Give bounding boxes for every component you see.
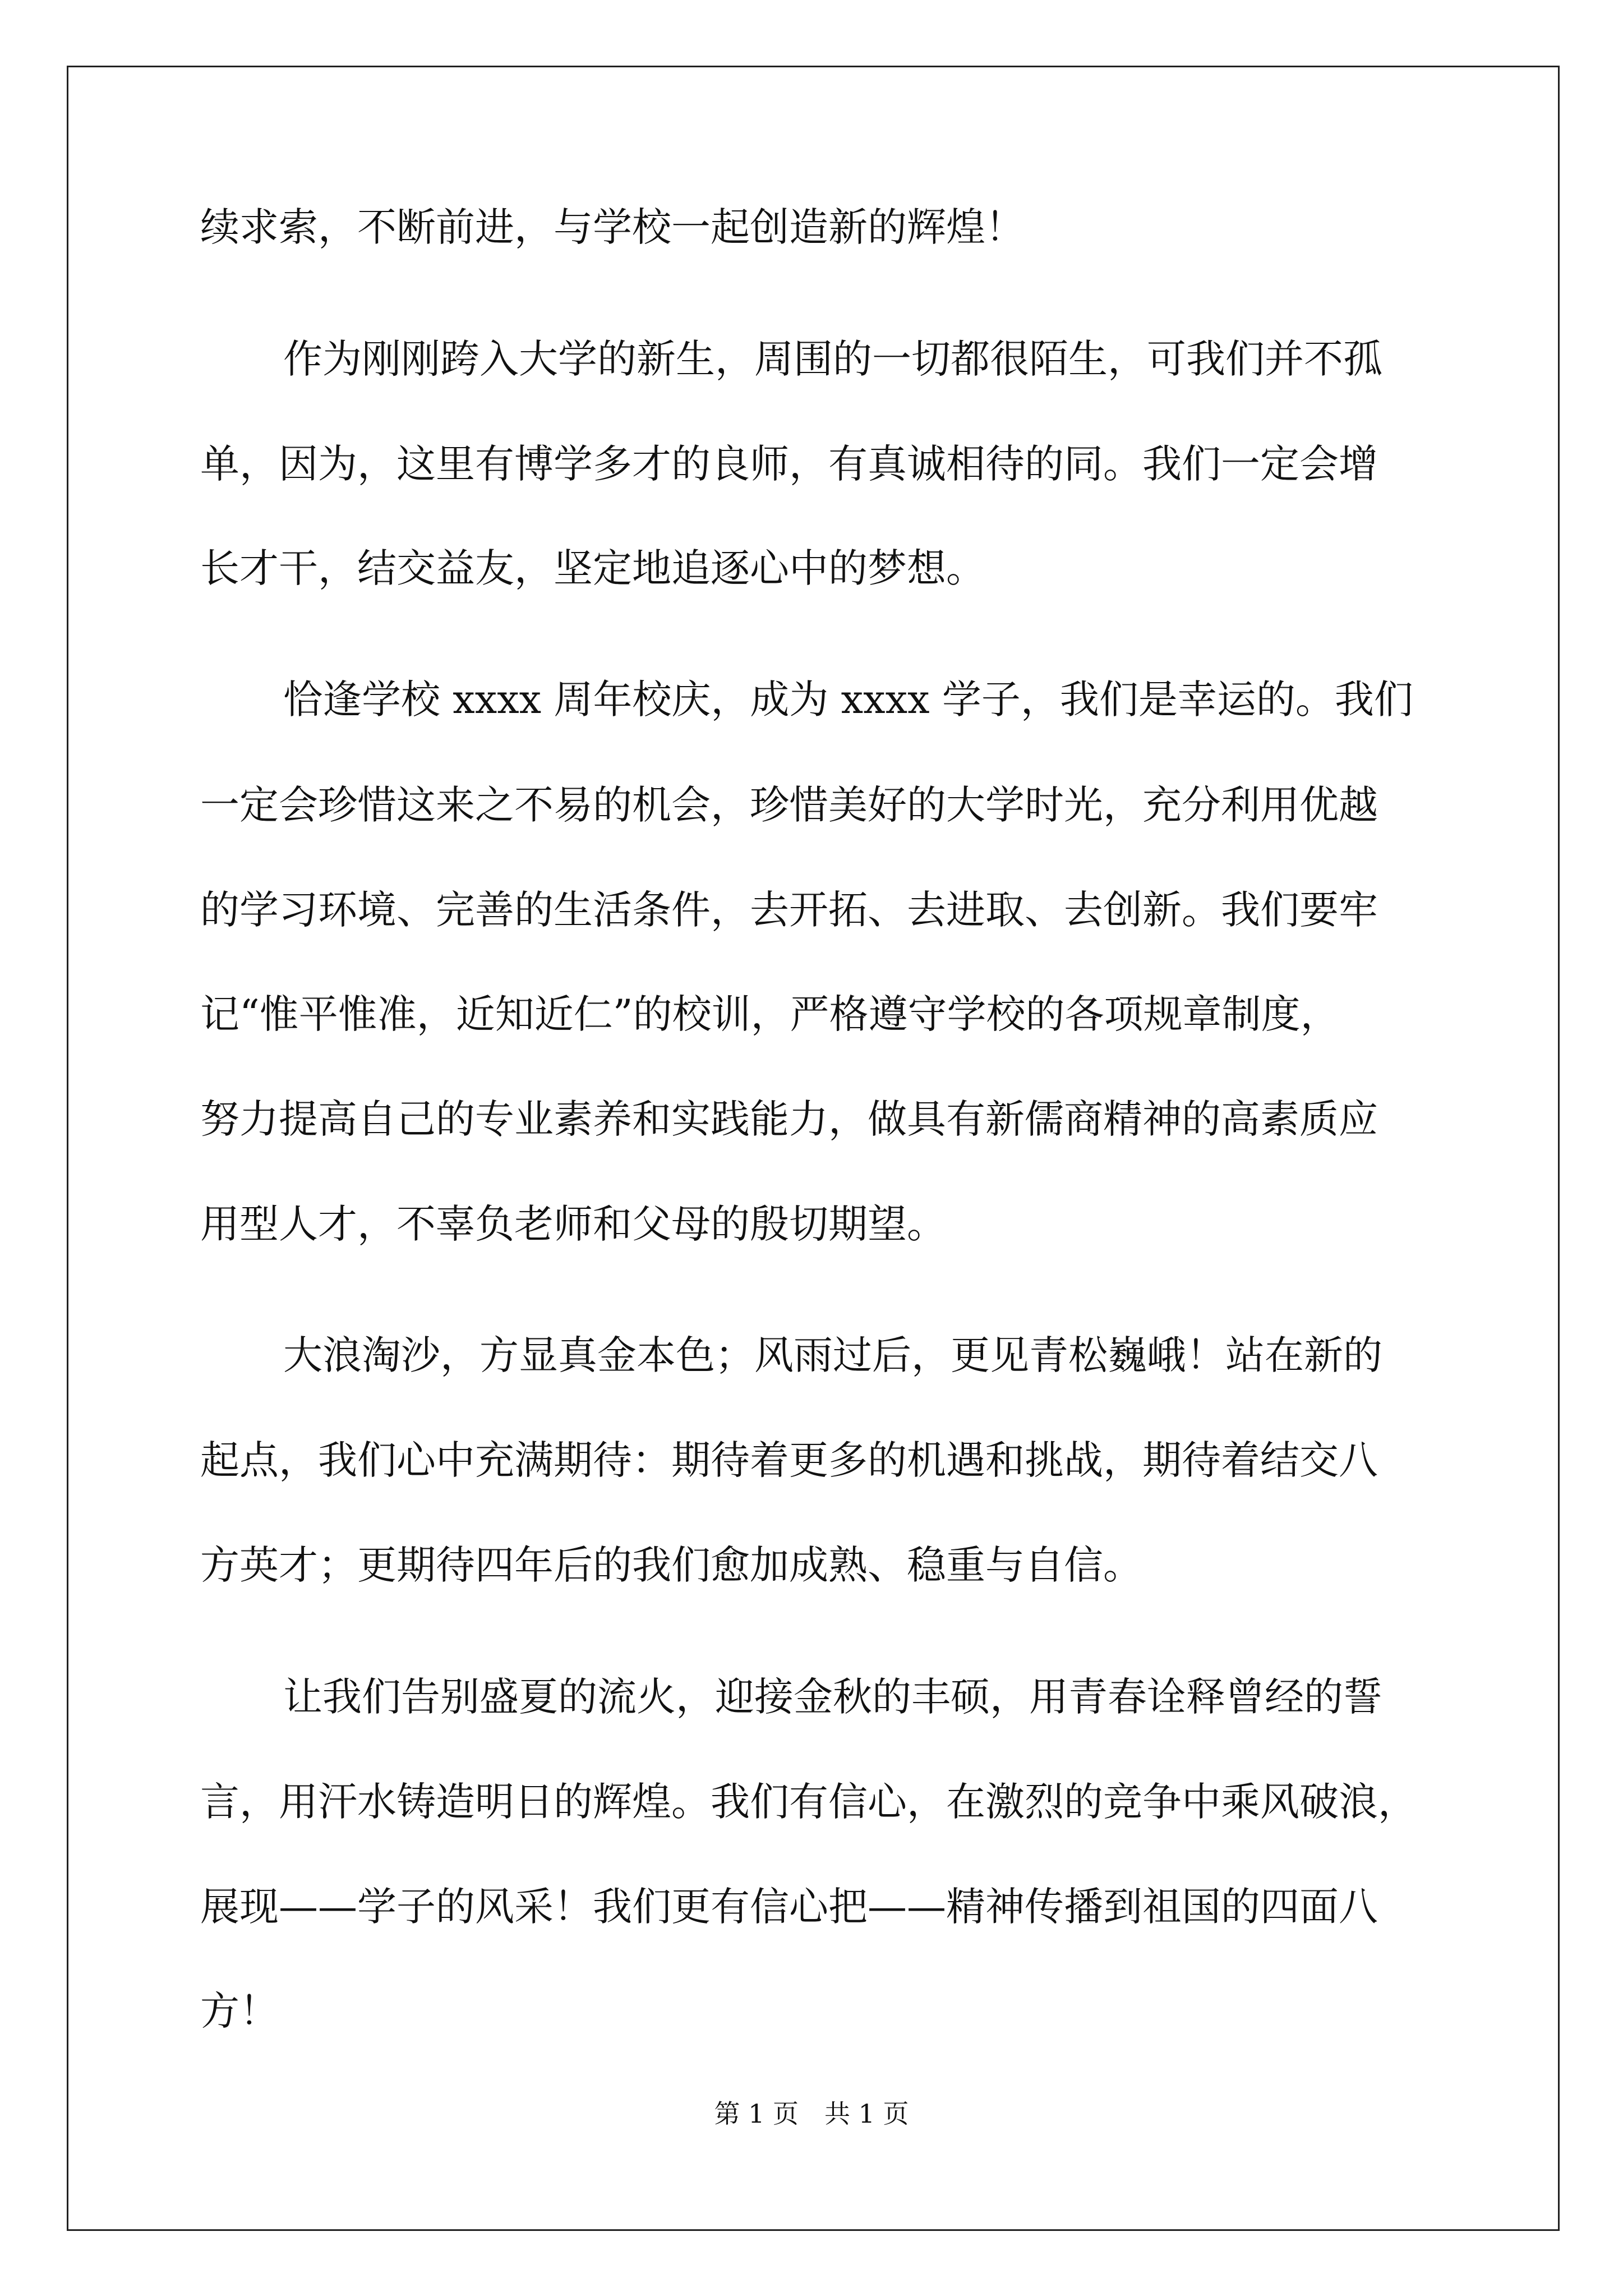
text-line: 言，用汗水铸造明日的辉煌。我们有信心，在激烈的竞争中乘风破浪， xyxy=(200,1779,1417,1825)
text-line: 大浪淘沙，方显真金本色；风雨过后，更见青松巍峨！站在新的 xyxy=(283,1332,1382,1378)
text-line: 起点，我们心中充满期待：期待着更多的机遇和挑战，期待着结交八 xyxy=(200,1437,1378,1483)
text-line: 的学习环境、完善的生活条件，去开拓、去进取、去创新。我们要牢 xyxy=(200,887,1378,933)
text-line: 展现——学子的风采！我们更有信心把——精神传播到祖国的四面八 xyxy=(200,1884,1378,1930)
text-line: 单，因为，这里有博学多才的良师，有真诚相待的同。我们一定会增 xyxy=(200,441,1378,487)
text-line: 作为刚刚跨入大学的新生，周围的一切都很陌生，可我们并不孤 xyxy=(283,336,1382,382)
page-number-footer: 第 1 页 共 1 页 xyxy=(714,2099,909,2129)
text-line: 记“惟平惟准，近知近仁”的校训，严格遵守学校的各项规章制度， xyxy=(200,991,1340,1037)
text-line: 恰逢学校 xxxx 周年校庆，成为 xxxx 学子，我们是幸运的。我们 xyxy=(283,677,1413,723)
text-line: 方英才；更期待四年后的我们愈加成熟、稳重与自信。 xyxy=(200,1542,1142,1588)
text-line: 长才干，结交益友，坚定地追逐心中的梦想。 xyxy=(200,545,985,591)
text-line: 努力提高自己的专业素养和实践能力，做具有新儒商精神的高素质应 xyxy=(200,1096,1378,1142)
text-line: 方！ xyxy=(200,1988,279,2034)
text-line: 一定会珍惜这来之不易的机会，珍惜美好的大学时光，充分利用优越 xyxy=(200,782,1378,828)
text-line: 用型人才，不辜负老师和父母的殷切期望。 xyxy=(200,1201,946,1247)
text-line: 续求索，不断前进，与学校一起创造新的辉煌！ xyxy=(200,204,1025,250)
text-line: 让我们告别盛夏的流火，迎接金秋的丰硕，用青春诠释曾经的誓 xyxy=(283,1674,1382,1720)
